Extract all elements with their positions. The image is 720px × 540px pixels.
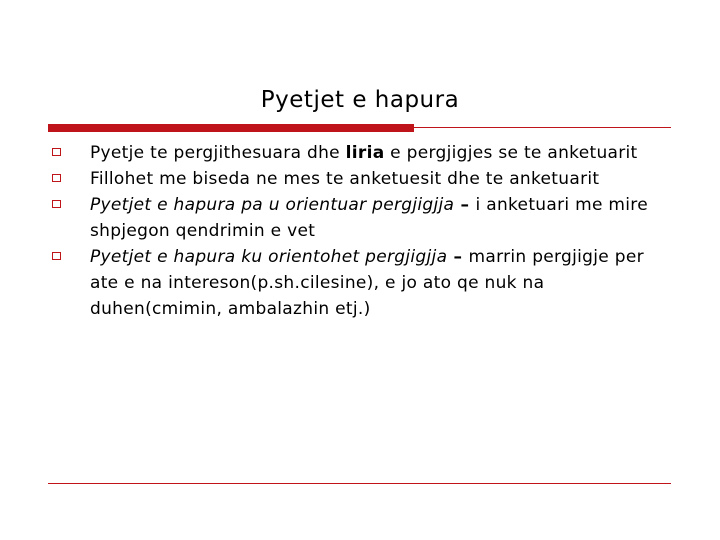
title-underline-thick [48, 124, 414, 132]
square-bullet-icon [52, 200, 61, 208]
bullet-text: i anketuari me mire shpjegon qendrimin e vet [90, 195, 648, 241]
square-bullet-icon [52, 148, 61, 156]
bullet-item [50, 140, 660, 166]
bullet-text: Pyetje te pergjithesuara dhe [90, 143, 346, 163]
slide-title-text: Pyetjet e hapura [260, 87, 460, 113]
bullet-dash: – [454, 195, 476, 215]
bullet-italic-text: Pyetjet e hapura ku orientohet pergjigjja [90, 247, 448, 267]
footer-rule [48, 483, 671, 484]
bullet-text: marrin pergjigje per ate e na intereson(p.sh.cilesine), e jo ato qe nuk na duhen(cmimin, ambalazhin etj.) [90, 247, 644, 319]
bullet-text: Fillohet me biseda ne mes te anketuesit dhe te anketuarit [90, 169, 600, 189]
bullet-item [50, 192, 660, 244]
slide-title [0, 84, 720, 116]
bullet-dash: – [447, 247, 469, 267]
title-underline [48, 124, 671, 132]
bullet-item [50, 166, 660, 192]
square-bullet-icon [52, 174, 61, 182]
bullet-bold-text: liria [345, 143, 385, 163]
square-bullet-icon [52, 252, 61, 260]
bullet-list [50, 140, 660, 322]
bullet-item [50, 244, 660, 322]
bullet-italic-text: Pyetjet e hapura pa u orientuar pergjigjja [90, 195, 455, 215]
bullet-text: e pergjigjes se te anketuarit [384, 143, 638, 163]
